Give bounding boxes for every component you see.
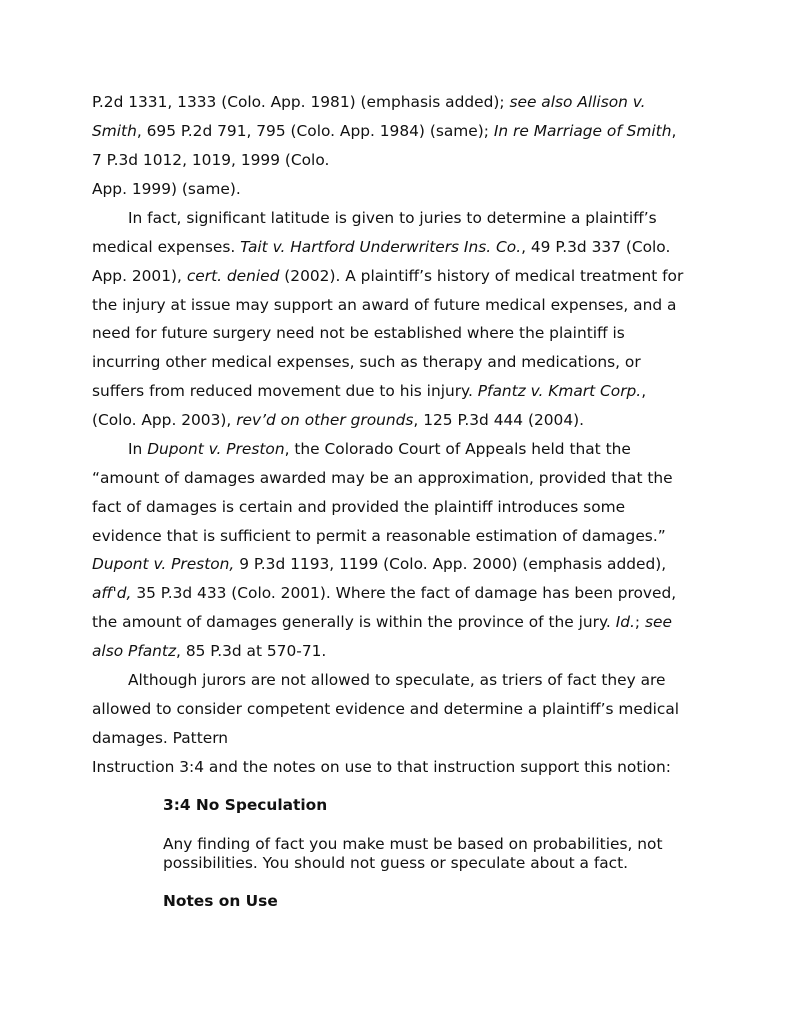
text-run: allowed to consider competent evidence and determine a plaintiff’s medical (92, 700, 680, 718)
case-citation-italic: Smith (92, 122, 137, 140)
text-run: the amount of damages generally is within the province of the jury. (92, 613, 616, 631)
body-text-line (92, 410, 712, 430)
text-run: , 49 P.3d 337 (Colo. (521, 238, 671, 256)
case-citation-italic: see (644, 613, 672, 631)
case-citation-italic: rev’d on other grounds (236, 411, 414, 429)
text-run: , 695 P.2d 791, 795 (Colo. App. 1984) (same); (136, 122, 494, 140)
body-text-line (92, 670, 748, 690)
case-citation-italic: Dupont v. Preston (147, 440, 285, 458)
text-run: need for future surgery need not be established where the plaintiff is (92, 324, 625, 342)
text-run: 9 P.3d 1193, 1199 (Colo. App. 2000) (emphasis added), (234, 555, 667, 573)
text-run: medical expenses. (92, 238, 241, 256)
text-run: In fact, significant latitude is given to juries to determine a plaintiff’s (128, 209, 657, 227)
text-run: , (641, 382, 647, 400)
case-citation-italic: aff'd, (92, 584, 132, 602)
body-text-line (92, 92, 712, 112)
text-run: (Colo. App. 2003), (92, 411, 237, 429)
quoted-instruction-line: possibilities. You should not guess or speculate about a fact. (163, 854, 629, 872)
text-run: App. 1999) (same). (92, 180, 241, 198)
text-run: evidence that is sufficient to permit a reasonable estimation of damages.” (92, 527, 666, 545)
case-citation-italic: Pfantz v. Kmart Corp. (477, 382, 642, 400)
body-text-line (92, 208, 748, 228)
body-text-line (92, 266, 712, 286)
case-citation-italic: also Pfantz (92, 642, 177, 660)
text-run: 7 P.3d 1012, 1019, 1999 (Colo. (92, 151, 330, 169)
body-text-line (92, 121, 712, 141)
text-run: suffers from reduced movement due to his injury. (92, 382, 478, 400)
text-run: 35 P.3d 433 (Colo. 2001). Where the fact of damage has been proved, (131, 584, 677, 602)
text-run: ; (634, 613, 645, 631)
body-text-line (92, 295, 712, 315)
body-text-line (92, 381, 712, 401)
case-citation-italic: cert. denied (186, 267, 280, 285)
body-text-line (92, 699, 712, 719)
body-text-line (92, 497, 712, 517)
case-citation-italic: Id. (615, 613, 635, 631)
section-heading: Notes on Use (163, 892, 278, 910)
quoted-instruction-line: Any finding of fact you make must be based on probabilities, not (163, 835, 663, 853)
body-text-line (92, 468, 712, 488)
text-run: App. 2001), (92, 267, 187, 285)
text-run: (2002). A plaintiff’s history of medical treatment for (279, 267, 684, 285)
text-run: In (128, 440, 148, 458)
text-run: , 85 P.3d at 570-71. (176, 642, 327, 660)
body-text-line (92, 352, 712, 372)
body-text-line (92, 439, 748, 459)
case-citation-italic: see also Allison v. (509, 93, 646, 111)
body-text-line (92, 757, 712, 777)
text-run: , (671, 122, 677, 140)
body-text-line (92, 237, 712, 257)
case-citation-italic: In re Marriage of Smith (493, 122, 672, 140)
text-run: Instruction 3:4 and the notes on use to that instruction support this notion: (92, 758, 671, 776)
section-heading: 3:4 No Speculation (163, 796, 328, 814)
body-text-line (92, 179, 712, 199)
body-text-line (92, 612, 712, 632)
text-run: P.2d 1331, 1333 (Colo. App. 1981) (emphasis added); (92, 93, 510, 111)
text-run: Although jurors are not allowed to speculate, as triers of fact they are (128, 671, 666, 689)
case-citation-italic: Dupont v. Preston, (92, 555, 235, 573)
text-run: , the Colorado Court of Appeals held that the (284, 440, 631, 458)
text-run: the injury at issue may support an award of future medical expenses, and a (92, 296, 677, 314)
body-text-line (92, 583, 712, 603)
text-run: incurring other medical expenses, such as therapy and medications, or (92, 353, 641, 371)
text-run: “amount of damages awarded may be an approximation, provided that the (92, 469, 673, 487)
body-text-line (92, 323, 712, 343)
body-text-line (92, 641, 712, 661)
body-text-line (92, 554, 712, 574)
text-run: , 125 P.3d 444 (2004). (413, 411, 585, 429)
text-run: fact of damages is certain and provided the plaintiff introduces some (92, 498, 626, 516)
body-text-line (92, 728, 712, 748)
case-citation-italic: Tait v. Hartford Underwriters Ins. Co. (240, 238, 522, 256)
text-run: damages. Pattern (92, 729, 229, 747)
body-text-line (92, 526, 712, 546)
body-text-line (92, 150, 712, 170)
